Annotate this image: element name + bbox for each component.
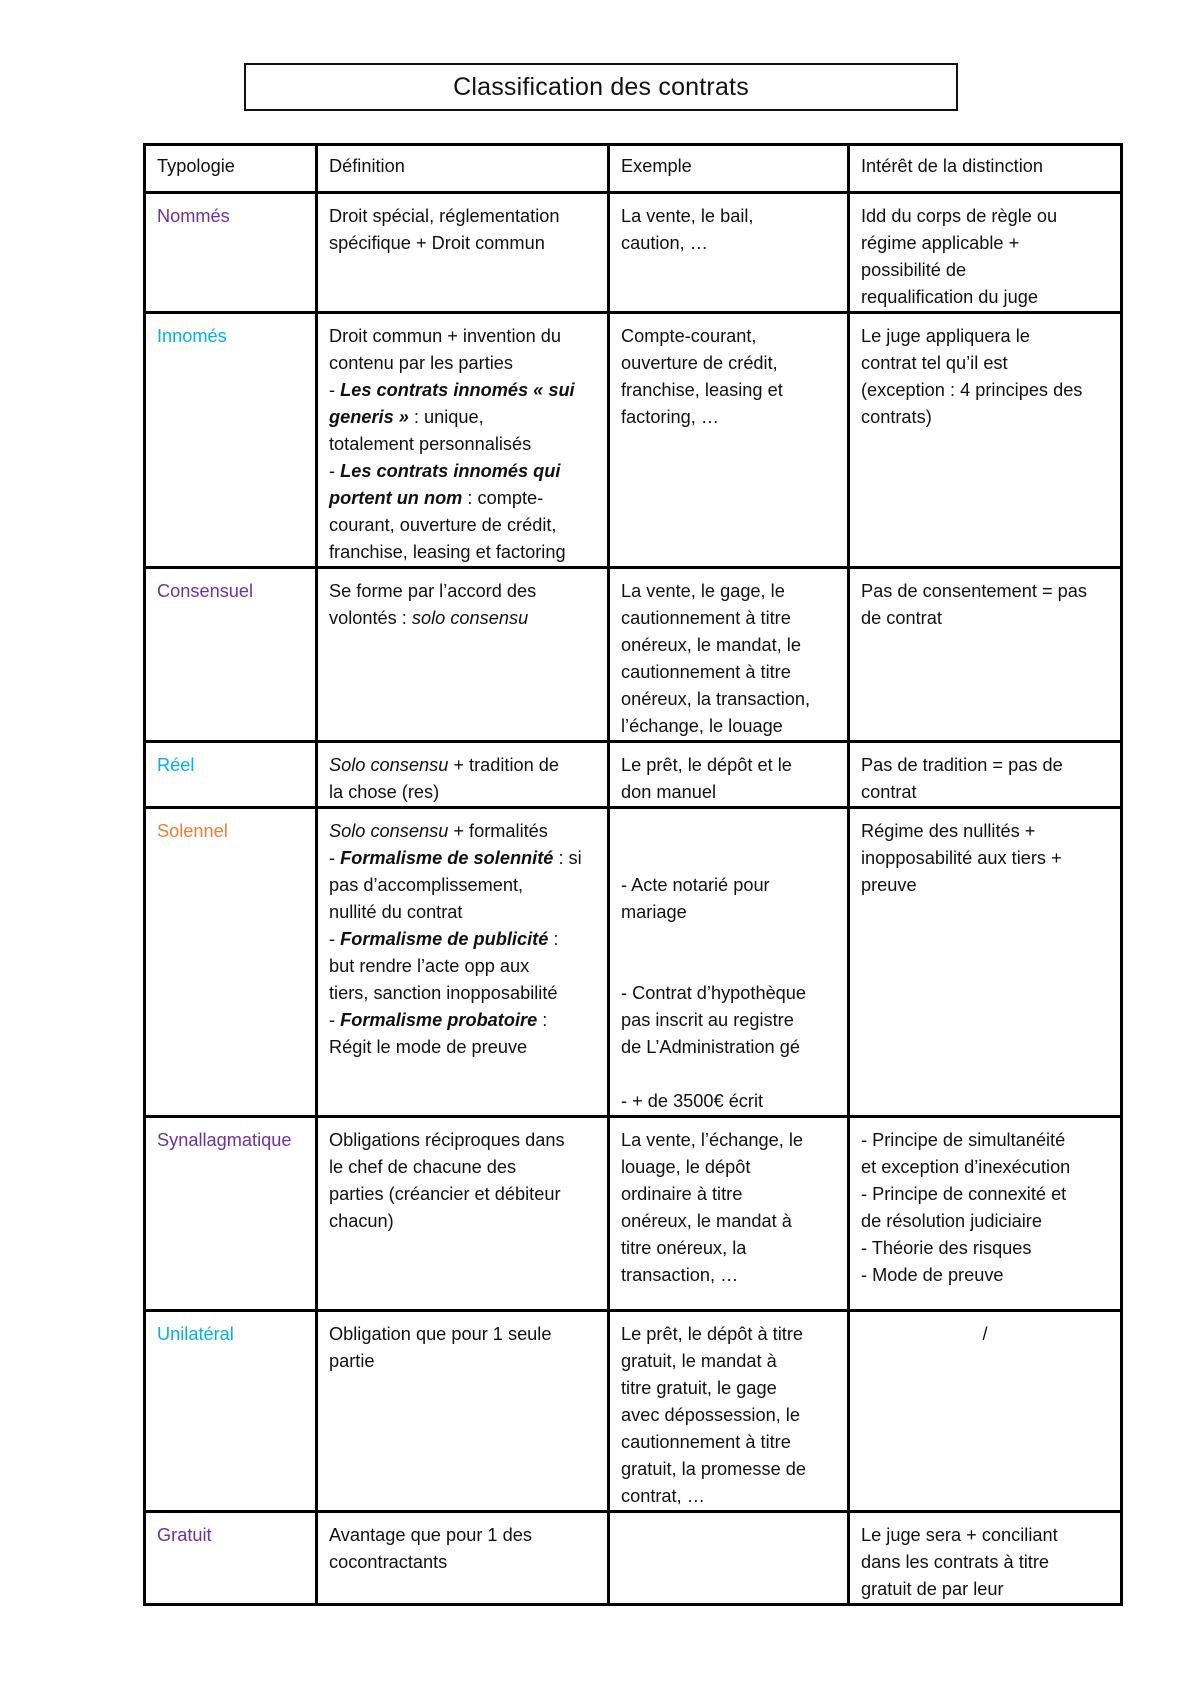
interest-cell <box>849 1117 1122 1311</box>
text-line <box>329 1007 596 1034</box>
header-exemple: Exemple <box>609 145 849 193</box>
text-line: contrat <box>861 782 917 802</box>
type-reel: Réel <box>157 755 195 775</box>
text-line: Avantage que pour 1 des <box>329 1525 532 1545</box>
example-cell <box>609 313 849 568</box>
definition-cell <box>317 808 609 1117</box>
text-line: Le juge sera + conciliant <box>861 1525 1058 1545</box>
table-row <box>145 1117 1122 1311</box>
text-line: - Théorie des risques <box>861 1238 1032 1258</box>
header-typologie: Typologie <box>145 145 317 193</box>
bold-italic-term: Formalisme de solennité <box>340 848 554 868</box>
bullet-dash: - <box>329 380 341 400</box>
italic-term: Solo consensu <box>329 821 449 841</box>
text-line: requalification du juge <box>861 287 1038 307</box>
text-line: Le juge appliquera le <box>861 326 1030 346</box>
example-cell <box>609 1311 849 1512</box>
text-line: - Contrat d’hypothèque <box>621 983 807 1003</box>
interest-cell <box>849 568 1122 742</box>
text-line: l’échange, le louage <box>621 716 783 736</box>
text-line: Pas de tradition = pas de <box>861 755 1063 775</box>
text-line <box>329 377 596 404</box>
type-innomes: Innomés <box>157 326 227 346</box>
table-row <box>145 193 1122 313</box>
text-line: Le prêt, le dépôt à titre <box>621 1324 803 1344</box>
text-fragment: : compte- <box>462 488 544 508</box>
definition-cell <box>317 568 609 742</box>
example-cell <box>609 1117 849 1311</box>
text-line: - Principe de simultanéité <box>861 1130 1066 1150</box>
text-line: gratuit de par leur <box>861 1579 1004 1599</box>
definition-cell <box>317 313 609 568</box>
bold-italic-term: Les contrats innomés qui <box>340 461 561 481</box>
table-row <box>145 313 1122 568</box>
text-fragment: : unique, <box>408 407 484 427</box>
text-line: possibilité de <box>861 260 967 280</box>
definition-cell <box>317 1512 609 1605</box>
text-line: Pas de consentement = pas <box>861 581 1087 601</box>
interest-cell <box>849 313 1122 568</box>
table-row <box>145 1311 1122 1512</box>
bold-italic-term: Les contrats innomés « sui <box>340 380 575 400</box>
text-line: contrat, … <box>621 1486 705 1506</box>
text-fragment: : si <box>553 848 582 868</box>
bold-italic-term: portent un nom <box>329 488 463 508</box>
text-line: partie <box>329 1351 375 1371</box>
text-line: la chose (res) <box>329 782 440 802</box>
text-line: Compte-courant, <box>621 326 757 346</box>
text-line: Régime des nullités + <box>861 821 1036 841</box>
text-line: ouverture de crédit, <box>621 353 778 373</box>
text-fragment: + formalités <box>448 821 548 841</box>
table-header-row <box>145 145 1122 193</box>
text-line: onéreux, le mandat, le <box>621 635 801 655</box>
text-line <box>329 485 596 512</box>
text-line <box>329 404 596 431</box>
text-line: but rendre l’acte opp aux <box>329 956 530 976</box>
type-cell <box>145 1311 317 1512</box>
text-line: tiers, sanction inopposabilité <box>329 983 558 1003</box>
text-line: spécifique + Droit commun <box>329 233 545 253</box>
text-line <box>329 752 596 779</box>
type-cell <box>145 193 317 313</box>
text-line: Droit commun + invention du <box>329 326 562 346</box>
text-line: totalement personnalisés <box>329 434 532 454</box>
text-line: contrats) <box>861 407 932 427</box>
type-gratuit: Gratuit <box>157 1525 212 1545</box>
bullet-dash: - <box>329 848 341 868</box>
definition-cell <box>317 742 609 808</box>
bullet-dash: - <box>329 461 341 481</box>
table-row <box>145 742 1122 808</box>
text-line: chacun) <box>329 1211 394 1231</box>
text-line: - Acte notarié pour <box>621 875 770 895</box>
text-line: Obligations réciproques dans <box>329 1130 565 1150</box>
text-line <box>329 605 596 632</box>
bullet-dash: - <box>329 929 341 949</box>
text-line: contenu par les parties <box>329 353 514 373</box>
text-line: cocontractants <box>329 1552 448 1572</box>
document-title: Classification des contrats <box>244 63 958 111</box>
text-line: de L’Administration gé <box>621 1037 800 1057</box>
text-line <box>329 818 596 845</box>
text-line: louage, le dépôt <box>621 1157 751 1177</box>
text-line: courant, ouverture de crédit, <box>329 515 557 535</box>
type-cell <box>145 313 317 568</box>
bold-italic-term: Formalisme de publicité <box>340 929 549 949</box>
example-cell <box>609 193 849 313</box>
text-line: La vente, l’échange, le <box>621 1130 804 1150</box>
text-line: Se forme par l’accord des <box>329 581 537 601</box>
text-line <box>329 845 596 872</box>
contracts-table <box>143 143 1123 1606</box>
text-line: titre onéreux, la <box>621 1238 747 1258</box>
type-unilateral: Unilatéral <box>157 1324 234 1344</box>
table-row <box>145 568 1122 742</box>
text-line: Régit le mode de preuve <box>329 1037 528 1057</box>
italic-term: solo consensu <box>411 608 529 628</box>
text-fragment: volontés : <box>329 608 412 628</box>
header-interet: Intérêt de la distinction <box>849 145 1122 193</box>
text-line: caution, … <box>621 233 708 253</box>
bold-italic-term: Formalisme probatoire <box>340 1010 538 1030</box>
interest-cell <box>849 808 1122 1117</box>
interest-cell <box>849 1311 1122 1512</box>
text-line: franchise, leasing et <box>621 380 783 400</box>
text-line: don manuel <box>621 782 717 802</box>
text-line: transaction, … <box>621 1265 739 1285</box>
interest-cell <box>849 193 1122 313</box>
text-line: de résolution judiciaire <box>861 1211 1042 1231</box>
text-fragment: : <box>548 929 559 949</box>
header-definition: Définition <box>317 145 609 193</box>
table-row <box>145 1512 1122 1605</box>
text-line: preuve <box>861 875 917 895</box>
text-line: factoring, … <box>621 407 720 427</box>
text-line: et exception d’inexécution <box>861 1157 1071 1177</box>
type-cell <box>145 1512 317 1605</box>
spacer <box>621 1061 836 1088</box>
type-cell <box>145 742 317 808</box>
text-line: inopposabilité aux tiers + <box>861 848 1062 868</box>
text-line: dans les contrats à titre <box>861 1552 1050 1572</box>
spacer <box>621 818 836 872</box>
interest-cell <box>849 1512 1122 1605</box>
interest-cell <box>849 742 1122 808</box>
definition-cell <box>317 1117 609 1311</box>
text-line <box>329 458 596 485</box>
text-line: pas d’accomplissement, <box>329 875 524 895</box>
example-cell <box>609 568 849 742</box>
text-line: mariage <box>621 902 687 922</box>
definition-cell <box>317 193 609 313</box>
text-line: avec dépossession, le <box>621 1405 800 1425</box>
type-cell <box>145 808 317 1117</box>
type-synallagmatique: Synallagmatique <box>157 1130 292 1150</box>
text-line: La vente, le gage, le <box>621 581 785 601</box>
text-line: gratuit, la promesse de <box>621 1459 807 1479</box>
type-cell <box>145 1117 317 1311</box>
text-line: gratuit, le mandat à <box>621 1351 777 1371</box>
definition-cell <box>317 1311 609 1512</box>
text-line: le chef de chacune des <box>329 1157 517 1177</box>
text-line: Obligation que pour 1 seule <box>329 1324 552 1344</box>
text-line <box>329 926 596 953</box>
text-line: - Mode de preuve <box>861 1265 1004 1285</box>
table-row <box>145 808 1122 1117</box>
text-line: / <box>982 1324 988 1344</box>
text-line: ordinaire à titre <box>621 1184 743 1204</box>
type-nommes: Nommés <box>157 206 230 226</box>
text-fragment: : <box>537 1010 548 1030</box>
spacer <box>621 926 836 980</box>
text-line: pas inscrit au registre <box>621 1010 794 1030</box>
text-line: titre gratuit, le gage <box>621 1378 777 1398</box>
text-line: onéreux, la transaction, <box>621 689 811 709</box>
text-line: régime applicable + <box>861 233 1020 253</box>
bold-italic-term: generis » <box>329 407 409 427</box>
example-cell <box>609 808 849 1117</box>
text-line: La vente, le bail, <box>621 206 754 226</box>
text-line: (exception : 4 principes des <box>861 380 1083 400</box>
text-line: Le prêt, le dépôt et le <box>621 755 792 775</box>
text-line: - + de 3500€ écrit <box>621 1091 764 1111</box>
text-line: de contrat <box>861 608 942 628</box>
type-solennel: Solennel <box>157 821 228 841</box>
text-line: onéreux, le mandat à <box>621 1211 792 1231</box>
text-line: Idd du corps de règle ou <box>861 206 1058 226</box>
text-line: nullité du contrat <box>329 902 463 922</box>
text-fragment: + tradition de <box>448 755 560 775</box>
text-line: cautionnement à titre <box>621 662 791 682</box>
bullet-dash: - <box>329 1010 341 1030</box>
type-consensuel: Consensuel <box>157 581 254 601</box>
text-line: parties (créancier et débiteur <box>329 1184 561 1204</box>
italic-term: Solo consensu <box>329 755 449 775</box>
text-line: Droit spécial, réglementation <box>329 206 560 226</box>
text-line: cautionnement à titre <box>621 608 791 628</box>
example-cell <box>609 742 849 808</box>
text-line: franchise, leasing et factoring <box>329 542 566 562</box>
text-line: contrat tel qu’il est <box>861 353 1008 373</box>
text-line: - Principe de connexité et <box>861 1184 1067 1204</box>
type-cell <box>145 568 317 742</box>
example-cell <box>609 1512 849 1605</box>
text-line: cautionnement à titre <box>621 1432 791 1452</box>
